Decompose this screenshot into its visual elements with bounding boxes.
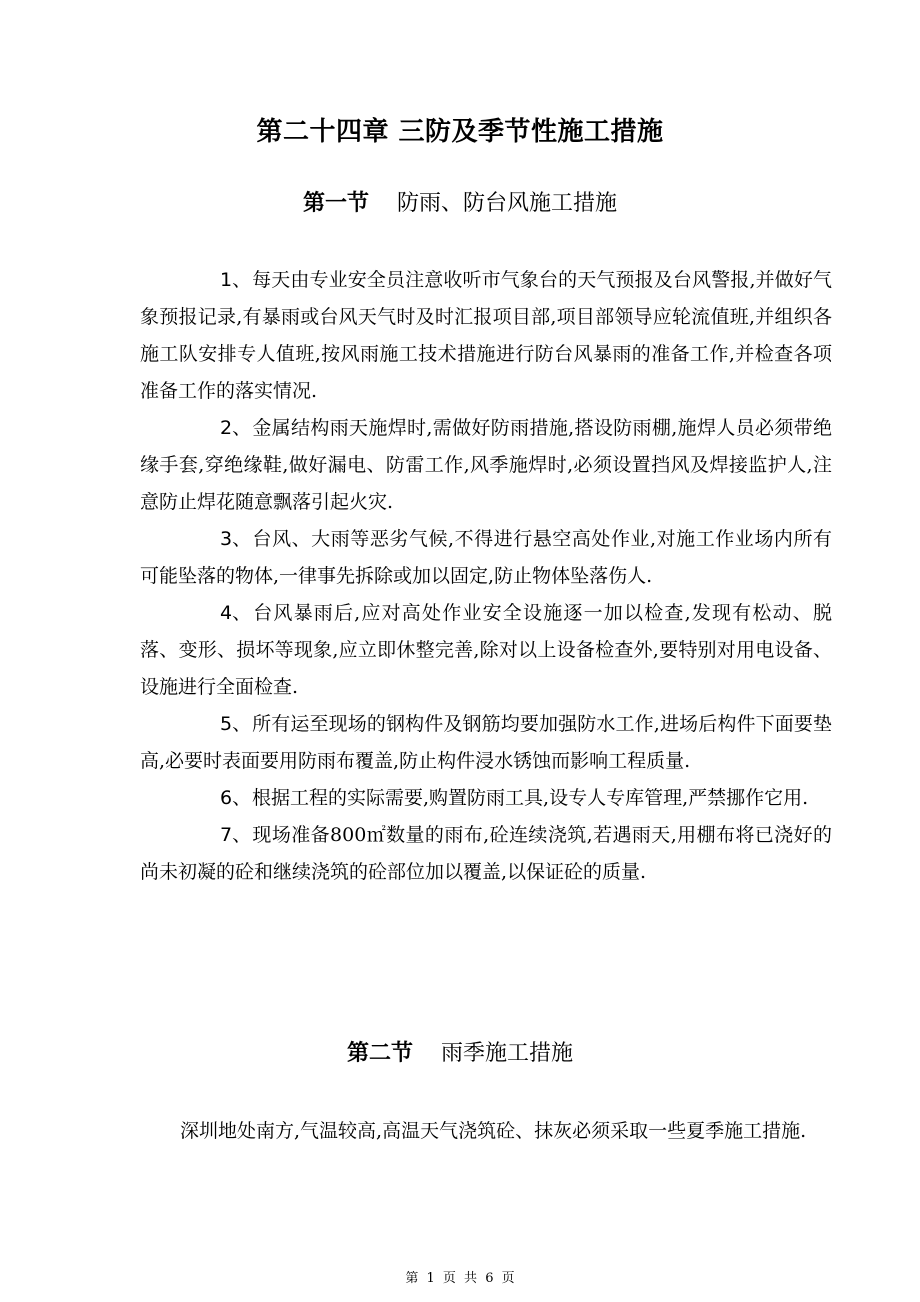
item-number: 7、 [220,824,252,846]
item-text: 根据工程的实际需要,购置防雨工具,设专人专库管理,严禁挪作它用. [252,787,809,809]
list-item [140,521,832,595]
section-title: 防雨、防台风施工措施 [397,191,618,216]
paragraph: 深圳地处南方,气温较高,高温天气浇筑砼、抹灰必须采取一些夏季施工措施. [180,1120,807,1142]
section-heading-2 [0,1036,920,1072]
section-number: 第一节 [302,191,369,216]
page-footer: 第 1 页 共 6 页 [405,1271,515,1286]
item-number: 4、 [220,602,252,624]
list-item [140,817,832,891]
list-item [140,780,832,817]
item-number: 5、 [220,713,252,735]
section-heading-1 [0,186,920,222]
item-text: 所有运至现场的钢构件及钢筋均要加强防水工作,进场后构件下面要垫高,必要时表面要用防雨布覆盖,防止构件浸水锈蚀而影响工程质量. [140,713,832,772]
item-text: 台风、大雨等恶劣气候,不得进行悬空高处作业,对施工作业场内所有可能坠落的物体,一律事先拆除或加以固定,防止物体坠落伤人. [140,528,832,587]
item-text: 每天由专业安全员注意收听市气象台的天气预报及台风警报,并做好气象预报记录,有暴雨或台风天气时及时汇报项目部,项目部领导应轮流值班,并组织各施工队安排专人值班,按风雨施工技术措施进行防台风暴雨的准备工作,并检查各项准备工作的落实情况. [140,269,832,402]
section-2-body [140,1113,832,1150]
list-item [140,706,832,780]
section-1-body [140,262,832,891]
list-item [140,410,832,521]
item-text: 台风暴雨后,应对高处作业安全设施逐一加以检查,发现有松动、脱落、变形、损坏等现象,应立即休整完善,除对以上设备检查外,要特别对用电设备、设施进行全面检查. [140,602,832,698]
item-text: 现场准备800㎡数量的雨布,砼连续浇筑,若遇雨天,用棚布将已浇好的尚未初凝的砼和继续浇筑的砼部位加以覆盖,以保证砼的质量. [140,824,832,883]
item-text: 金属结构雨天施焊时,需做好防雨措施,搭设防雨棚,施焊人员必须带绝缘手套,穿绝缘鞋,做好漏电、防雷工作,风季施焊时,必须设置挡风及焊接监护人,注意防止焊花随意飘落引起火灾. [140,417,832,513]
item-number: 6、 [220,787,252,809]
list-item [140,595,832,706]
item-number: 1、 [220,269,252,291]
item-number: 3、 [220,528,252,550]
list-item [140,262,832,410]
item-number: 2、 [220,417,252,439]
section-title: 雨季施工措施 [441,1041,574,1066]
section-number: 第二节 [346,1041,413,1066]
chapter-title: 第二十四章 三防及季节性施工措施 [256,117,664,147]
